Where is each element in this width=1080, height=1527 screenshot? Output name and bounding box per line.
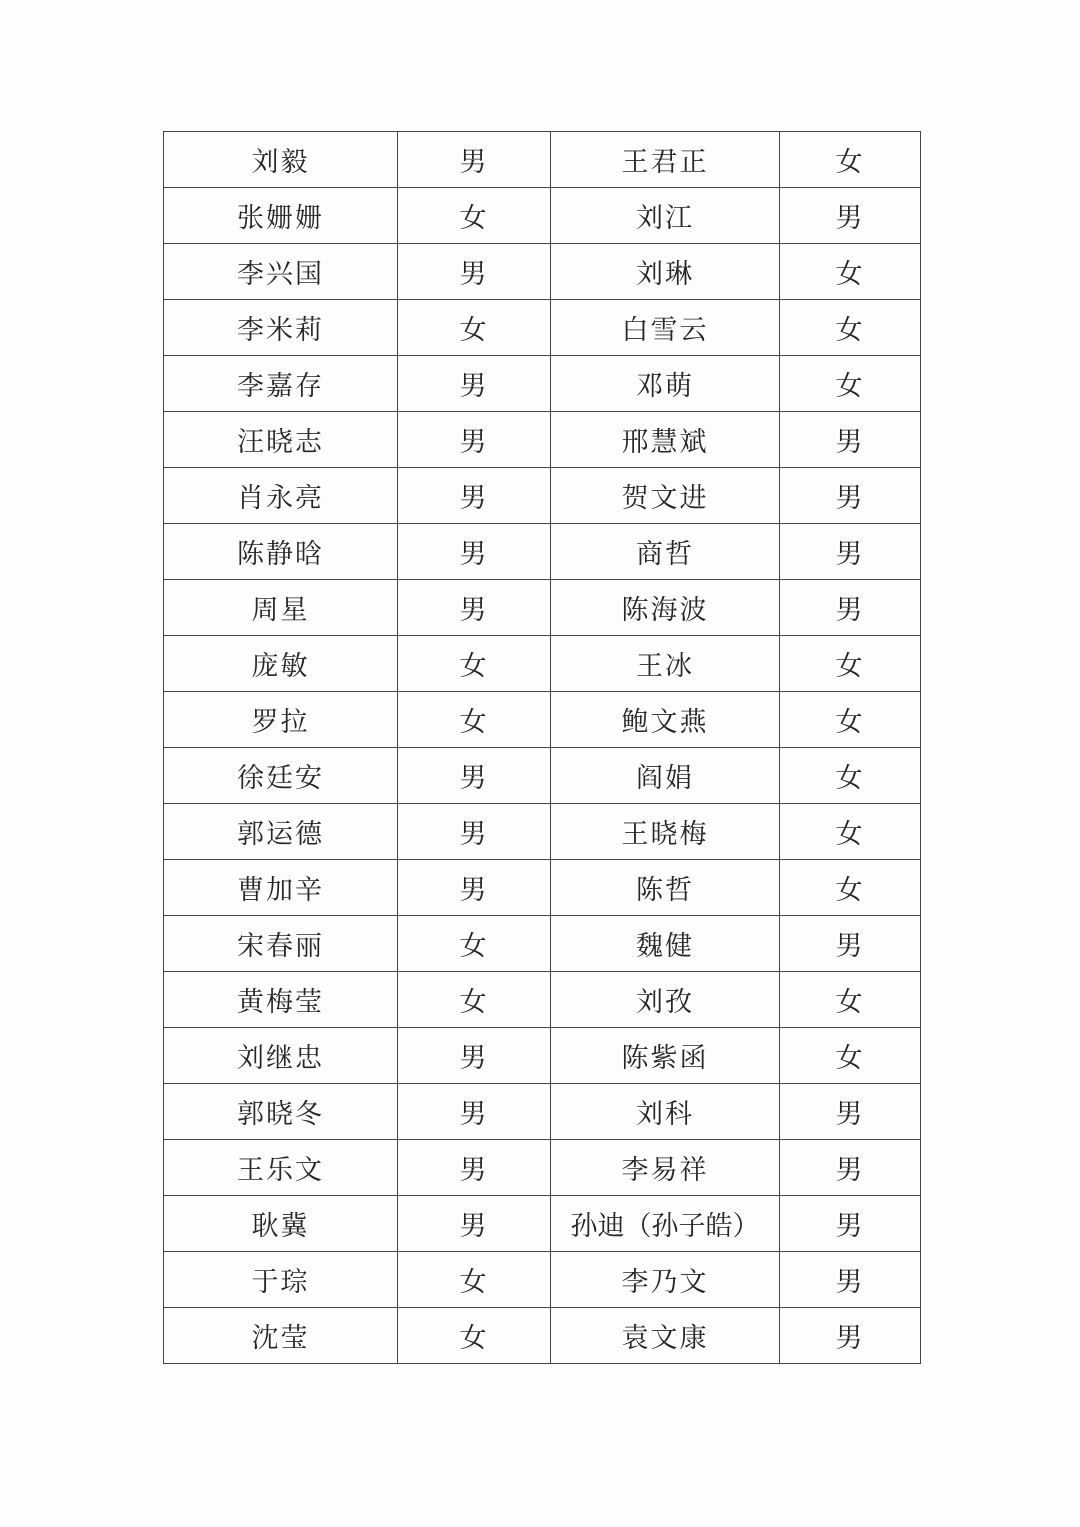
gender-cell: 女 (398, 692, 551, 748)
name-cell: 鲍文燕 (551, 692, 780, 748)
gender-cell: 男 (780, 468, 921, 524)
name-cell: 贺文进 (551, 468, 780, 524)
table-row (164, 1140, 921, 1196)
gender-cell: 女 (780, 748, 921, 804)
name-cell: 李米莉 (164, 300, 398, 356)
gender-cell: 男 (398, 356, 551, 412)
name-cell: 刘毅 (164, 132, 398, 188)
gender-cell: 女 (780, 636, 921, 692)
gender-cell: 男 (780, 188, 921, 244)
name-cell: 刘孜 (551, 972, 780, 1028)
name-cell: 曹加辛 (164, 860, 398, 916)
name-cell: 于琮 (164, 1252, 398, 1308)
gender-cell: 女 (398, 972, 551, 1028)
name-cell: 罗拉 (164, 692, 398, 748)
gender-cell: 男 (398, 1084, 551, 1140)
table-row (164, 356, 921, 412)
name-cell: 王君正 (551, 132, 780, 188)
name-cell: 刘科 (551, 1084, 780, 1140)
table-row (164, 300, 921, 356)
table-row (164, 244, 921, 300)
gender-cell: 男 (780, 1196, 921, 1252)
table-row (164, 1084, 921, 1140)
gender-cell: 男 (398, 748, 551, 804)
gender-cell: 男 (398, 1196, 551, 1252)
gender-cell: 女 (780, 692, 921, 748)
gender-cell: 男 (780, 1252, 921, 1308)
name-cell: 陈海波 (551, 580, 780, 636)
gender-cell: 男 (780, 1308, 921, 1364)
name-cell: 李兴国 (164, 244, 398, 300)
table-row (164, 1028, 921, 1084)
name-cell: 肖永亮 (164, 468, 398, 524)
name-cell: 李嘉存 (164, 356, 398, 412)
name-cell: 张姗姗 (164, 188, 398, 244)
gender-cell: 男 (398, 468, 551, 524)
gender-cell: 女 (780, 244, 921, 300)
gender-cell: 男 (780, 916, 921, 972)
gender-cell: 男 (398, 132, 551, 188)
name-cell: 邢慧斌 (551, 412, 780, 468)
gender-cell: 女 (780, 860, 921, 916)
name-gender-table (163, 131, 921, 1364)
name-cell: 郭晓冬 (164, 1084, 398, 1140)
name-cell: 陈紫函 (551, 1028, 780, 1084)
name-cell: 郭运德 (164, 804, 398, 860)
name-cell: 白雪云 (551, 300, 780, 356)
gender-cell: 男 (398, 580, 551, 636)
name-cell: 孙迪（孙子皓） (551, 1196, 780, 1252)
table-row (164, 916, 921, 972)
gender-cell: 男 (780, 1140, 921, 1196)
gender-cell: 女 (780, 972, 921, 1028)
name-cell: 汪晓志 (164, 412, 398, 468)
name-cell: 耿冀 (164, 1196, 398, 1252)
gender-cell: 男 (398, 412, 551, 468)
gender-cell: 男 (398, 1028, 551, 1084)
name-cell: 商哲 (551, 524, 780, 580)
name-cell: 王乐文 (164, 1140, 398, 1196)
table-row (164, 636, 921, 692)
name-cell: 邓萌 (551, 356, 780, 412)
name-cell: 刘继忠 (164, 1028, 398, 1084)
table-row (164, 132, 921, 188)
name-cell: 魏健 (551, 916, 780, 972)
name-cell: 阎娟 (551, 748, 780, 804)
table-row (164, 580, 921, 636)
gender-cell: 女 (780, 300, 921, 356)
name-cell: 宋春丽 (164, 916, 398, 972)
gender-cell: 男 (780, 412, 921, 468)
name-cell: 庞敏 (164, 636, 398, 692)
name-cell: 李易祥 (551, 1140, 780, 1196)
gender-cell: 女 (398, 300, 551, 356)
name-cell: 王冰 (551, 636, 780, 692)
gender-cell: 男 (398, 860, 551, 916)
table-row (164, 804, 921, 860)
gender-cell: 女 (780, 1028, 921, 1084)
table-row (164, 1196, 921, 1252)
name-cell: 刘琳 (551, 244, 780, 300)
table-body (164, 132, 921, 1364)
table-row (164, 1308, 921, 1364)
name-cell: 徐廷安 (164, 748, 398, 804)
gender-cell: 女 (398, 916, 551, 972)
name-cell: 刘江 (551, 188, 780, 244)
gender-cell: 女 (398, 1252, 551, 1308)
gender-cell: 男 (780, 524, 921, 580)
name-cell: 黄梅莹 (164, 972, 398, 1028)
table-row (164, 860, 921, 916)
name-cell: 陈哲 (551, 860, 780, 916)
table-row (164, 972, 921, 1028)
table-row (164, 692, 921, 748)
table-row (164, 748, 921, 804)
gender-cell: 男 (398, 244, 551, 300)
table-row (164, 524, 921, 580)
name-cell: 袁文康 (551, 1308, 780, 1364)
gender-cell: 男 (780, 580, 921, 636)
table-row (164, 468, 921, 524)
table-row (164, 1252, 921, 1308)
gender-cell: 女 (780, 804, 921, 860)
name-cell: 陈静晗 (164, 524, 398, 580)
gender-cell: 女 (398, 1308, 551, 1364)
gender-cell: 男 (780, 1084, 921, 1140)
name-cell: 王晓梅 (551, 804, 780, 860)
gender-cell: 女 (398, 636, 551, 692)
gender-cell: 男 (398, 804, 551, 860)
name-cell: 周星 (164, 580, 398, 636)
table-row (164, 412, 921, 468)
gender-cell: 女 (398, 188, 551, 244)
table-row (164, 188, 921, 244)
gender-cell: 女 (780, 132, 921, 188)
gender-cell: 男 (398, 1140, 551, 1196)
gender-cell: 女 (780, 356, 921, 412)
gender-cell: 男 (398, 524, 551, 580)
name-cell: 沈莹 (164, 1308, 398, 1364)
name-cell: 李乃文 (551, 1252, 780, 1308)
